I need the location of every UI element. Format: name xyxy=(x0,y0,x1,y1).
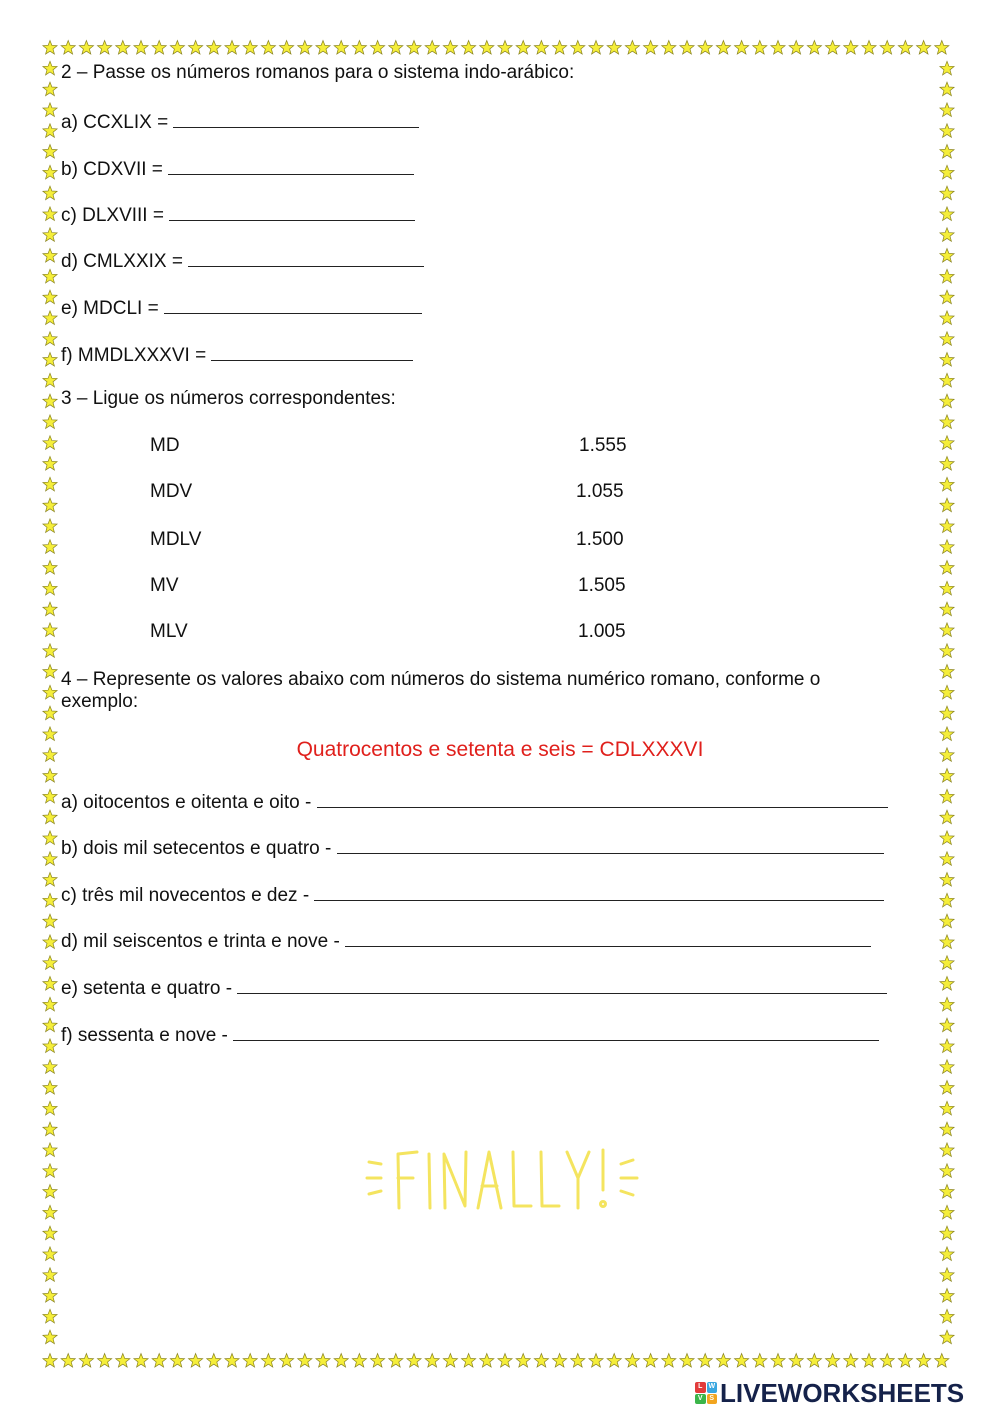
q4-item-f xyxy=(61,1022,879,1047)
border-star-icon xyxy=(789,1354,803,1368)
q3-roman-5[interactable]: MLV xyxy=(150,621,188,642)
q4-item-a xyxy=(61,789,888,814)
border-star-icon xyxy=(716,41,730,55)
border-star-icon xyxy=(935,1354,949,1368)
border-star-icon xyxy=(498,1354,512,1368)
border-star-icon xyxy=(862,41,876,55)
border-star-icon xyxy=(371,41,385,55)
q2-item-c xyxy=(61,202,415,227)
border-star-icon xyxy=(480,1354,494,1368)
q2-item-a-label: a) CCXLIX = xyxy=(61,112,174,133)
border-star-icon xyxy=(940,353,954,367)
border-star-icon xyxy=(917,41,931,55)
border-star-icon xyxy=(134,41,148,55)
border-star-icon xyxy=(225,1354,239,1368)
border-star-icon xyxy=(716,1354,730,1368)
border-star-icon xyxy=(43,977,57,991)
border-star-icon xyxy=(298,1354,312,1368)
border-star-icon xyxy=(862,1354,876,1368)
q4-item-d xyxy=(61,928,871,953)
border-star-icon xyxy=(43,997,57,1011)
border-star-icon xyxy=(43,1309,57,1323)
border-star-icon xyxy=(480,41,494,55)
border-star-icon xyxy=(43,1330,57,1344)
border-star-icon xyxy=(940,1330,954,1344)
border-star-icon xyxy=(553,41,567,55)
border-star-icon xyxy=(940,602,954,616)
border-star-icon xyxy=(79,1354,93,1368)
q4-item-b-label: b) dois mil setecentos e quatro - xyxy=(61,838,337,859)
border-star-icon xyxy=(152,1354,166,1368)
border-star-icon xyxy=(940,249,954,263)
q2-item-e-label: e) MDCLI = xyxy=(61,298,164,319)
border-star-icon xyxy=(940,831,954,845)
logo-tile-3: V xyxy=(695,1394,706,1405)
border-star-icon xyxy=(43,311,57,325)
border-star-icon xyxy=(940,373,954,387)
q2-item-d xyxy=(61,248,424,273)
border-star-icon xyxy=(898,41,912,55)
border-star-icon xyxy=(940,540,954,554)
border-star-icon xyxy=(334,41,348,55)
border-star-icon xyxy=(43,82,57,96)
q2-item-b-label: b) CDXVII = xyxy=(61,159,169,180)
border-star-icon xyxy=(407,41,421,55)
border-star-icon xyxy=(589,41,603,55)
border-star-icon xyxy=(334,1354,348,1368)
border-star-icon xyxy=(43,1268,57,1282)
border-star-icon xyxy=(880,41,894,55)
border-star-icon xyxy=(43,415,57,429)
border-star-icon xyxy=(940,810,954,824)
liveworksheets-logo-icon xyxy=(695,1382,717,1404)
border-star-icon xyxy=(940,477,954,491)
liveworksheets-brand[interactable] xyxy=(695,1378,964,1408)
border-star-icon xyxy=(134,1354,148,1368)
border-star-icon xyxy=(43,810,57,824)
border-star-icon xyxy=(940,1081,954,1095)
border-star-icon xyxy=(43,1205,57,1219)
border-star-icon xyxy=(940,124,954,138)
border-star-icon xyxy=(43,1018,57,1032)
border-star-icon xyxy=(298,41,312,55)
q2-answer-e[interactable] xyxy=(164,295,422,314)
q3-roman-1[interactable]: MD xyxy=(150,435,180,456)
border-star-icon xyxy=(940,103,954,117)
q2-item-d-label: d) CMLXXIX = xyxy=(61,251,189,272)
border-star-icon xyxy=(116,41,130,55)
border-star-icon xyxy=(789,41,803,55)
q2-item-e xyxy=(61,295,422,320)
q4-item-c-label: c) três mil novecentos e dez - xyxy=(61,885,315,906)
border-star-icon xyxy=(940,82,954,96)
border-star-icon xyxy=(43,1143,57,1157)
border-star-icon xyxy=(940,1122,954,1136)
border-star-icon xyxy=(43,332,57,346)
border-star-icon xyxy=(43,893,57,907)
border-star-icon xyxy=(940,1247,954,1261)
border-star-icon xyxy=(534,41,548,55)
q3-title: 3 – Ligue os números correspondentes: xyxy=(61,388,396,409)
border-star-icon xyxy=(940,1309,954,1323)
q4-item-c xyxy=(61,882,884,907)
border-star-icon xyxy=(43,1060,57,1074)
border-star-icon xyxy=(940,1289,954,1303)
logo-tile-1: L xyxy=(695,1382,706,1393)
border-star-icon xyxy=(43,477,57,491)
border-star-icon xyxy=(43,602,57,616)
border-star-icon xyxy=(43,685,57,699)
border-star-icon xyxy=(940,1039,954,1053)
border-star-icon xyxy=(607,1354,621,1368)
border-star-icon xyxy=(625,41,639,55)
border-star-icon xyxy=(43,789,57,803)
border-star-icon xyxy=(207,1354,221,1368)
border-star-icon xyxy=(43,561,57,575)
border-star-icon xyxy=(940,1101,954,1115)
border-star-icon xyxy=(43,290,57,304)
border-star-icon xyxy=(43,1247,57,1261)
border-star-icon xyxy=(571,1354,585,1368)
border-star-icon xyxy=(940,145,954,159)
border-star-icon xyxy=(43,186,57,200)
border-star-icon xyxy=(43,269,57,283)
border-star-icon xyxy=(698,1354,712,1368)
border-star-icon xyxy=(940,415,954,429)
q2-answer-b[interactable] xyxy=(168,156,414,175)
border-star-icon xyxy=(425,1354,439,1368)
q4-answer-e[interactable] xyxy=(237,975,887,994)
border-star-icon xyxy=(940,561,954,575)
q4-answer-d[interactable] xyxy=(345,928,871,947)
border-star-icon xyxy=(940,290,954,304)
border-star-icon xyxy=(170,41,184,55)
border-star-icon xyxy=(79,41,93,55)
q2-answer-c[interactable] xyxy=(169,202,415,221)
border-star-icon xyxy=(498,41,512,55)
border-star-icon xyxy=(443,41,457,55)
border-star-icon xyxy=(625,1354,639,1368)
border-star-icon xyxy=(940,893,954,907)
border-star-icon xyxy=(43,436,57,450)
border-star-icon xyxy=(844,1354,858,1368)
border-star-icon xyxy=(940,935,954,949)
border-star-icon xyxy=(316,41,330,55)
q4-item-f-label: f) sessenta e nove - xyxy=(61,1025,234,1046)
q3-roman-3[interactable]: MDLV xyxy=(150,529,202,550)
border-star-icon xyxy=(607,41,621,55)
border-star-icon xyxy=(152,41,166,55)
border-star-icon xyxy=(735,41,749,55)
q4-answer-b[interactable] xyxy=(337,835,884,854)
border-star-icon xyxy=(43,852,57,866)
border-star-icon xyxy=(43,124,57,138)
q4-answer-a[interactable] xyxy=(317,789,888,808)
border-star-icon xyxy=(940,873,954,887)
border-star-icon xyxy=(940,228,954,242)
border-star-icon xyxy=(940,644,954,658)
border-star-icon xyxy=(940,977,954,991)
q2-answer-f[interactable] xyxy=(211,342,413,361)
border-star-icon xyxy=(534,1354,548,1368)
q4-title: 4 – Represente os valores abaixo com números do sistema numérico romano, conforme o exemplo: xyxy=(61,669,821,712)
border-star-icon xyxy=(43,519,57,533)
border-star-icon xyxy=(43,103,57,117)
q4-answer-c[interactable] xyxy=(314,882,884,901)
border-star-icon xyxy=(516,41,530,55)
border-star-icon xyxy=(940,519,954,533)
border-star-icon xyxy=(170,1354,184,1368)
q3-arabic-1[interactable]: 1.555 xyxy=(579,435,627,456)
border-star-icon xyxy=(940,332,954,346)
border-star-icon xyxy=(389,1354,403,1368)
brand-name: LIVEWORKSHEETS xyxy=(720,1377,965,1408)
border-star-icon xyxy=(98,1354,112,1368)
border-star-icon xyxy=(807,1354,821,1368)
border-star-icon xyxy=(662,41,676,55)
border-star-icon xyxy=(698,41,712,55)
border-star-icon xyxy=(940,436,954,450)
q2-title: 2 – Passe os números romanos para o sistema indo-arábico: xyxy=(61,62,575,83)
border-star-icon xyxy=(680,41,694,55)
border-star-icon xyxy=(243,41,257,55)
border-star-icon xyxy=(43,165,57,179)
border-star-icon xyxy=(644,41,658,55)
border-star-icon xyxy=(43,1354,57,1368)
q2-item-f xyxy=(61,342,413,367)
border-star-icon xyxy=(553,1354,567,1368)
border-star-icon xyxy=(917,1354,931,1368)
finally-lettering xyxy=(365,1140,645,1220)
border-star-icon xyxy=(116,1354,130,1368)
border-star-icon xyxy=(43,457,57,471)
border-star-icon xyxy=(940,581,954,595)
border-star-icon xyxy=(43,41,57,55)
border-star-icon xyxy=(43,540,57,554)
border-star-icon xyxy=(940,1185,954,1199)
border-star-icon xyxy=(940,1205,954,1219)
border-star-icon xyxy=(571,41,585,55)
q2-item-f-label: f) MMDLXXXVI = xyxy=(61,345,212,366)
logo-tile-2: W xyxy=(707,1382,718,1393)
border-star-icon xyxy=(43,769,57,783)
q3-arabic-4[interactable]: 1.505 xyxy=(578,575,626,596)
border-star-icon xyxy=(43,1226,57,1240)
border-star-icon xyxy=(940,956,954,970)
q3-roman-4[interactable]: MV xyxy=(150,575,179,596)
border-star-icon xyxy=(771,1354,785,1368)
q4-item-e-label: e) setenta e quatro - xyxy=(61,978,238,999)
q4-item-a-label: a) oitocentos e oitenta e oito - xyxy=(61,792,317,813)
q3-arabic-3[interactable]: 1.500 xyxy=(576,529,624,550)
border-star-icon xyxy=(826,1354,840,1368)
border-star-icon xyxy=(43,644,57,658)
border-star-icon xyxy=(940,789,954,803)
border-star-icon xyxy=(940,311,954,325)
border-star-icon xyxy=(940,623,954,637)
border-star-icon xyxy=(753,41,767,55)
border-star-icon xyxy=(662,1354,676,1368)
border-star-icon xyxy=(940,685,954,699)
border-star-icon xyxy=(940,165,954,179)
border-star-icon xyxy=(43,207,57,221)
border-star-icon xyxy=(425,41,439,55)
border-star-icon xyxy=(98,41,112,55)
border-star-icon xyxy=(940,1226,954,1240)
border-star-icon xyxy=(940,269,954,283)
border-star-icon xyxy=(352,1354,366,1368)
border-star-icon xyxy=(261,1354,275,1368)
q4-item-b xyxy=(61,835,884,860)
border-star-icon xyxy=(43,498,57,512)
border-star-icon xyxy=(43,1101,57,1115)
border-star-icon xyxy=(43,394,57,408)
border-star-icon xyxy=(844,41,858,55)
border-star-icon xyxy=(753,1354,767,1368)
border-star-icon xyxy=(940,1268,954,1282)
border-star-icon xyxy=(43,914,57,928)
border-star-icon xyxy=(940,394,954,408)
border-star-icon xyxy=(43,1164,57,1178)
border-star-icon xyxy=(280,1354,294,1368)
border-star-icon xyxy=(940,1060,954,1074)
border-star-icon xyxy=(589,1354,603,1368)
border-star-icon xyxy=(880,1354,894,1368)
border-star-icon xyxy=(61,41,75,55)
q3-arabic-5[interactable]: 1.005 xyxy=(578,621,626,642)
border-star-icon xyxy=(516,1354,530,1368)
border-star-icon xyxy=(43,706,57,720)
border-star-icon xyxy=(940,1164,954,1178)
border-star-icon xyxy=(371,1354,385,1368)
border-star-icon xyxy=(940,914,954,928)
border-star-icon xyxy=(43,665,57,679)
q4-answer-f[interactable] xyxy=(233,1022,879,1041)
border-star-icon xyxy=(940,665,954,679)
border-star-icon xyxy=(940,852,954,866)
border-star-icon xyxy=(316,1354,330,1368)
q2-item-b xyxy=(61,156,414,181)
border-star-icon xyxy=(389,41,403,55)
border-star-icon xyxy=(61,1354,75,1368)
border-star-icon xyxy=(807,41,821,55)
border-star-icon xyxy=(680,1354,694,1368)
border-star-icon xyxy=(940,1143,954,1157)
border-star-icon xyxy=(43,935,57,949)
border-star-icon xyxy=(940,706,954,720)
border-star-icon xyxy=(43,1289,57,1303)
border-star-icon xyxy=(261,41,275,55)
border-star-icon xyxy=(225,41,239,55)
border-star-icon xyxy=(940,207,954,221)
border-star-icon xyxy=(43,249,57,263)
border-star-icon xyxy=(735,1354,749,1368)
logo-tile-4: S xyxy=(707,1394,718,1405)
q2-answer-d[interactable] xyxy=(188,248,424,267)
border-star-icon xyxy=(43,1081,57,1095)
border-star-icon xyxy=(443,1354,457,1368)
border-star-icon xyxy=(43,61,57,75)
border-star-icon xyxy=(189,1354,203,1368)
q2-item-c-label: c) DLXVIII = xyxy=(61,205,170,226)
border-star-icon xyxy=(826,41,840,55)
q3-roman-2[interactable]: MDV xyxy=(150,481,193,502)
border-star-icon xyxy=(352,41,366,55)
border-star-icon xyxy=(43,1039,57,1053)
border-star-icon xyxy=(189,41,203,55)
border-star-icon xyxy=(462,41,476,55)
q4-example: Quatrocentos e setenta e seis = CDLXXXVI xyxy=(296,738,704,761)
border-star-icon xyxy=(43,1122,57,1136)
border-star-icon xyxy=(462,1354,476,1368)
border-star-icon xyxy=(43,1185,57,1199)
border-star-icon xyxy=(940,1018,954,1032)
q4-item-d-label: d) mil seiscentos e trinta e nove - xyxy=(61,931,346,952)
border-star-icon xyxy=(43,373,57,387)
border-star-icon xyxy=(43,353,57,367)
border-star-icon xyxy=(43,228,57,242)
q2-answer-a[interactable] xyxy=(173,109,419,128)
border-star-icon xyxy=(243,1354,257,1368)
border-star-icon xyxy=(940,498,954,512)
q3-arabic-2[interactable]: 1.055 xyxy=(576,481,624,502)
border-star-icon xyxy=(940,457,954,471)
border-star-icon xyxy=(207,41,221,55)
border-star-icon xyxy=(43,873,57,887)
border-star-icon xyxy=(43,145,57,159)
border-star-icon xyxy=(43,831,57,845)
q4-item-e xyxy=(61,975,887,1000)
border-star-icon xyxy=(898,1354,912,1368)
border-star-icon xyxy=(940,997,954,1011)
border-star-icon xyxy=(43,581,57,595)
border-star-icon xyxy=(771,41,785,55)
q2-item-a xyxy=(61,109,419,134)
border-star-icon xyxy=(43,956,57,970)
border-star-icon xyxy=(940,61,954,75)
border-star-icon xyxy=(935,41,949,55)
border-star-icon xyxy=(407,1354,421,1368)
border-star-icon xyxy=(940,769,954,783)
border-star-icon xyxy=(644,1354,658,1368)
border-star-icon xyxy=(43,623,57,637)
border-star-icon xyxy=(280,41,294,55)
border-star-icon xyxy=(940,186,954,200)
